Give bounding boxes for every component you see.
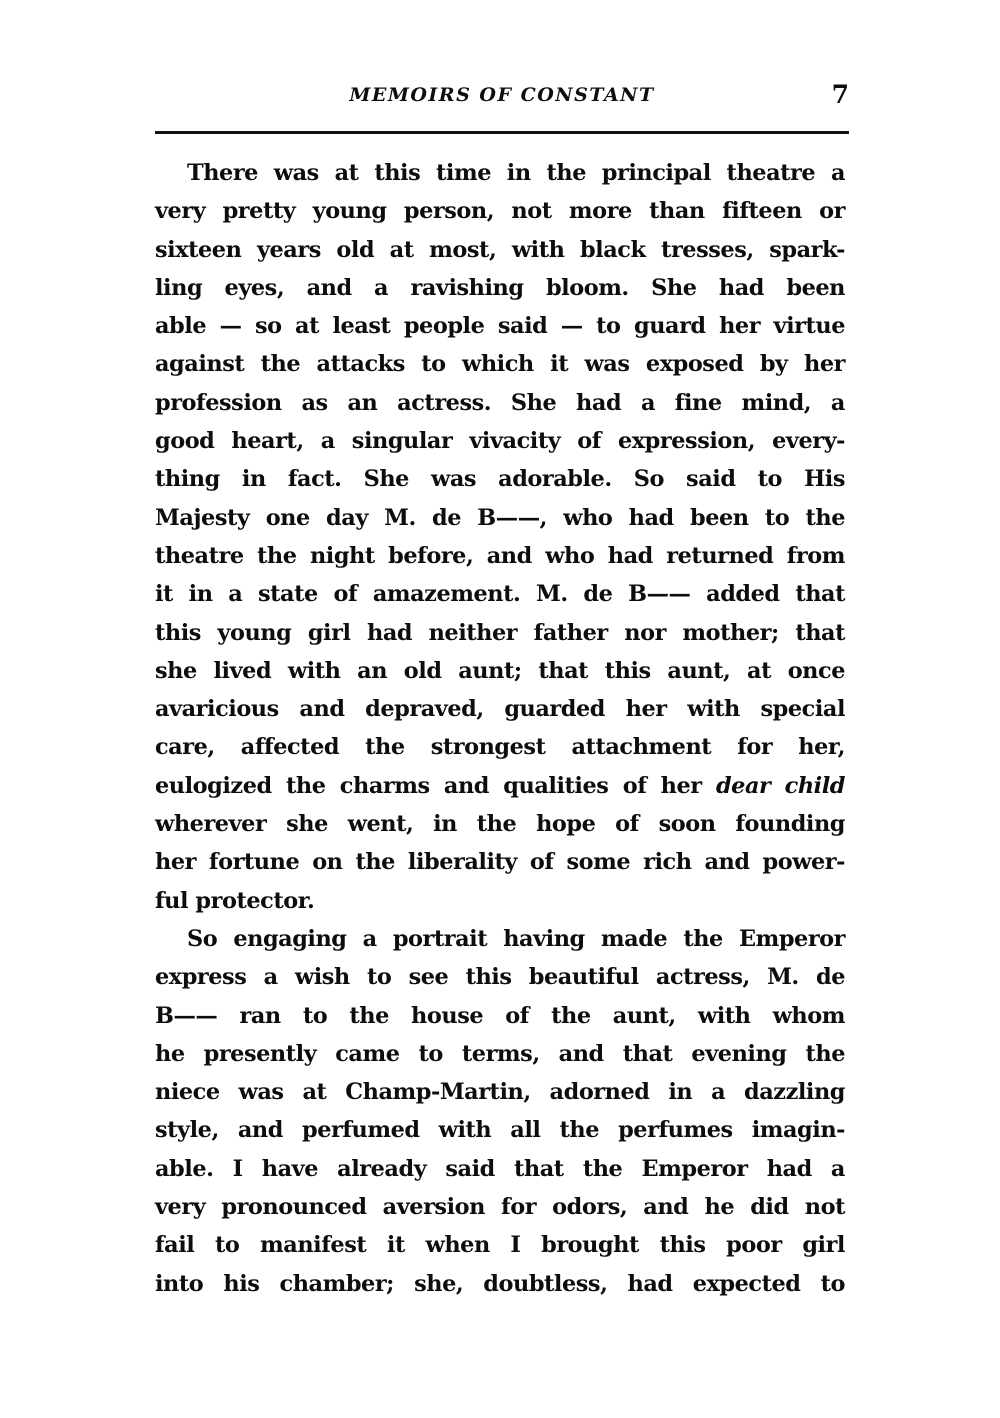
text-line: she lived with an old aunt; that this aunt, at once [155, 657, 845, 684]
text-line: very pronounced aversion for odors, and he did not [155, 1194, 845, 1221]
running-title: MEMOIRS OF CONSTANT [349, 84, 655, 106]
text-line: So engaging a portrait having made the Emperor [187, 925, 845, 952]
text-line: Majesty one day M. de B——, who had been to the [155, 504, 845, 531]
text-line: ling eyes, and a ravishing bloom. She had been [155, 274, 845, 301]
text-line: thing in fact. She was adorable. So said to His [155, 466, 845, 493]
text-line: express a wish to see this beautiful actress, M. de [155, 964, 845, 991]
text-line: this young girl had neither father nor mother; that [155, 619, 845, 646]
text-line: good heart, a singular vivacity of expression, every- [155, 428, 845, 455]
text-line: care, affected the strongest attachment for her, [155, 734, 845, 761]
text-line: There was at this time in the principal theatre a [187, 160, 845, 186]
text-line-with-italic [155, 767, 845, 805]
text-line: it in a state of amazement. M. de B—— added that [155, 581, 845, 608]
text-line: theatre the night before, and who had returned from [155, 542, 845, 569]
text-line: fail to manifest it when I brought this poor girl [155, 1232, 845, 1259]
text-line: B—— ran to the house of the aunt, with whom [155, 1002, 845, 1029]
text-line: style, and perfumed with all the perfumes imagin- [155, 1117, 845, 1144]
running-head [155, 80, 849, 118]
text-segment: eulogized the charms and qualities of her [155, 772, 702, 799]
text-line: ful protector. [155, 887, 315, 914]
text-line: her fortune on the liberality of some rich and power- [155, 849, 845, 876]
text-line: niece was at Champ-Martin, adorned in a dazzling [155, 1079, 845, 1106]
text-line: against the attacks to which it was exposed by her [155, 351, 845, 378]
text-line: wherever she went, in the hope of soon founding [155, 811, 845, 838]
page-number: 7 [831, 80, 849, 109]
text-line: able. I have already said that the Emperor had a [155, 1155, 845, 1182]
text-line: sixteen years old at most, with black tresses, spark- [155, 236, 845, 263]
paragraph-1 [155, 154, 845, 920]
text-line: profession as an actress. She had a fine mind, a [155, 389, 845, 416]
italic-phrase: dear child [715, 772, 845, 799]
text-line: avaricious and depraved, guarded her with special [155, 696, 845, 723]
paragraph-2 [155, 920, 845, 1303]
body-text [155, 154, 845, 1303]
text-line: very pretty young person, not more than fifteen or [155, 198, 845, 225]
text-line: he presently came to terms, and that evening the [155, 1040, 845, 1067]
header-rule [155, 131, 849, 134]
text-line: into his chamber; she, doubtless, had expected to [155, 1270, 845, 1297]
text-line: able — so at least people said — to guard her virtue [155, 313, 845, 340]
